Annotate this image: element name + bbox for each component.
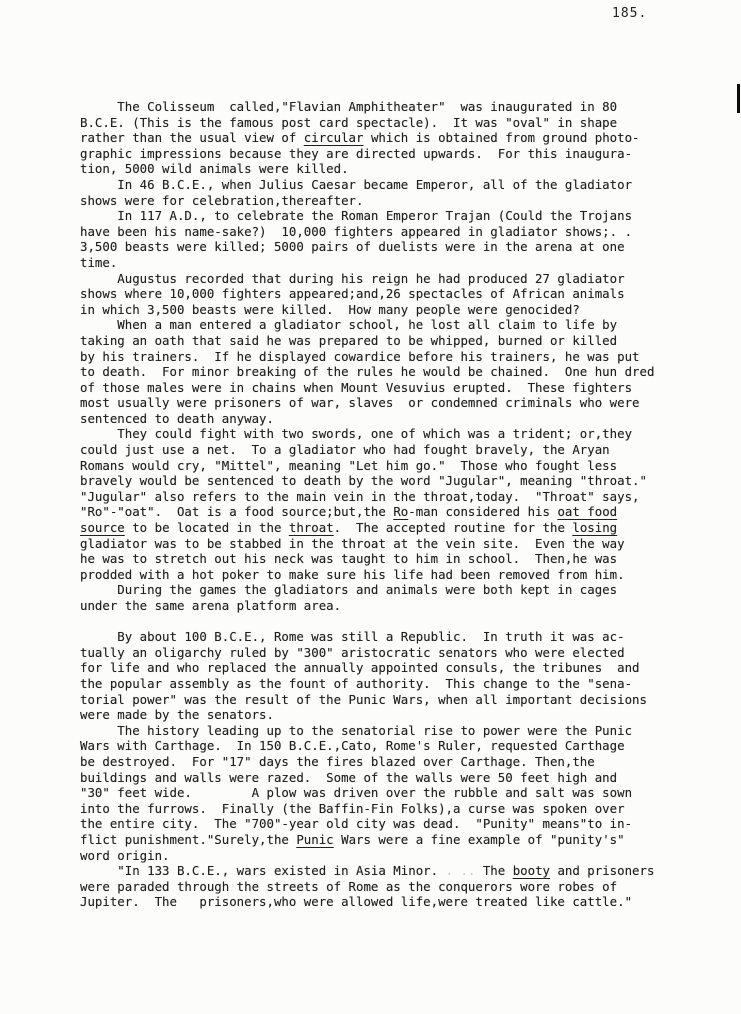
document-body [80, 99, 700, 910]
paragraph [80, 317, 700, 426]
page-number: 185. [612, 6, 648, 21]
text-line: he was to stretch out his neck was taught to him in school. Then,he was [80, 551, 618, 567]
text-line: "Jugular" also refers to the main vein in the throat,today. "Throat" says, [80, 488, 640, 504]
text-line: "Ro"-"oat". Oat is a food source;but,the Ro-man considered his oat food [80, 504, 618, 520]
text-line: flict punishment."Surely,the Punic Wars were a fine example of "punity's" [80, 831, 625, 847]
text-line: The Colisseum called,"Flavian Amphitheater" was inaugurated in 80 [80, 99, 618, 114]
text-line: tually an oligarchy ruled by "300" aristocratic senators who were elected [80, 644, 625, 660]
text-line: time. [80, 254, 118, 270]
text-line: B.C.E. (This is the famous post card spectacle). It was "oval" in shape [80, 114, 618, 130]
paragraph [80, 177, 700, 208]
text-line: under the same arena platform area. [80, 598, 342, 613]
text-line: torial power" was the result of the Punic Wars, when all important decisions [80, 691, 647, 707]
text-line: most usually were prisoners of war, slaves or condemned criminals who were [80, 395, 640, 411]
text-line: in which 3,500 beasts were killed. How many people were genocided? [80, 301, 580, 317]
text-line: In 46 B.C.E., when Julius Caesar became Emperor, all of the gladiator [80, 176, 633, 192]
text-line: 3,500 beasts were killed; 5000 pairs of duelists were in the arena at one [80, 239, 625, 255]
text-line: graphic impressions because they are directed upwards. For this inaugura- [80, 145, 633, 161]
text-line: gladiator was to be stabbed in the throat at the vein site. Even the way [80, 535, 625, 551]
text-line: "In 133 B.C.E., wars existed in Asia Minor. . .. The booty and prisoners [80, 863, 655, 879]
paragraph [80, 208, 700, 270]
text-line: taking an oath that said he was prepared to be whipped, burned or killed [80, 332, 618, 348]
text-line: by his trainers. If he displayed cowardice before his trainers, he was put [80, 348, 640, 364]
text-line: to death. For minor breaking of the rules he would be chained. One hun dred [80, 364, 655, 380]
paragraph [80, 863, 700, 910]
paragraph [80, 271, 700, 318]
text-line: "30" feet wide. A plow was driven over the rubble and salt was sown [80, 785, 633, 801]
text-line: shows where 10,000 fighters appeared;and,26 spectacles of African animals [80, 286, 625, 302]
text-line: word origin. [80, 847, 170, 863]
text-line: have been his name-sake?) 10,000 fighters appeared in gladiator shows;. . [80, 223, 633, 239]
text-line: the popular assembly as the fount of authority. This change to the "sena- [80, 675, 633, 691]
text-line: be destroyed. For "17" days the fires blazed over Carthage. Then,the [80, 753, 595, 769]
text-line: into the furrows. Finally (the Baffin-Fin Folks),a curse was spoken over [80, 800, 625, 816]
text-line: source to be located in the throat. The accepted routine for the losing [80, 520, 618, 536]
text-line: were paraded through the streets of Rome as the conquerors wore robes of [80, 878, 618, 894]
paragraph [80, 629, 700, 723]
text-line: for life and who replaced the annually appointed consuls, the tribunes and [80, 660, 640, 676]
text-line: Wars with Carthage. In 150 B.C.E.,Cato, Rome's Ruler, requested Carthage [80, 738, 625, 754]
text-line: The history leading up to the senatorial rise to power were the Punic [80, 722, 633, 738]
paragraph [80, 99, 700, 177]
text-line: buildings and walls were razed. Some of the walls were 50 feet high and [80, 769, 618, 785]
text-line: were made by the senators. [80, 707, 274, 723]
scan-edge-artifact [737, 84, 740, 113]
text-line: tion, 5000 wild animals were killed. [80, 161, 349, 177]
text-line: of those males were in chains when Mount Vesuvius erupted. These fighters [80, 379, 633, 395]
text-line: When a man entered a gladiator school, he lost all claim to life by [80, 317, 618, 333]
text-line: bravely would be sentenced to death by the word "Jugular", meaning "throat." [80, 473, 647, 489]
paragraph [80, 582, 700, 613]
text-line: shows were for celebration,thereafter. [80, 192, 364, 208]
text-line: the entire city. The "700"-year old city was dead. "Punity" means"to in- [80, 816, 633, 832]
text-line: sentenced to death anyway. [80, 410, 274, 426]
text-line: rather than the usual view of circular which is obtained from ground photo- [80, 130, 640, 146]
text-line: During the games the gladiators and animals were both kept in cages [80, 582, 618, 598]
text-line: Romans would cry, "Mittel", meaning "Let him go." Those who fought less [80, 457, 618, 473]
paragraph [80, 426, 700, 582]
text-line: Augustus recorded that during his reign he had produced 27 gladiator [80, 270, 625, 286]
text-line: By about 100 B.C.E., Rome was still a Republic. In truth it was ac- [80, 629, 625, 645]
text-line: Jupiter. The prisoners,who were allowed life,were treated like cattle." [80, 894, 633, 910]
text-line: prodded with a hot poker to make sure his life had been removed from him. [80, 566, 625, 582]
text-line: They could fight with two swords, one of which was a trident; or,they [80, 426, 633, 442]
text-line: In 117 A.D., to celebrate the Roman Emperor Trajan (Could the Trojans [80, 208, 633, 224]
text-line: could just use a net. To a gladiator who had fought bravely, the Aryan [80, 442, 610, 458]
paragraph [80, 723, 700, 863]
